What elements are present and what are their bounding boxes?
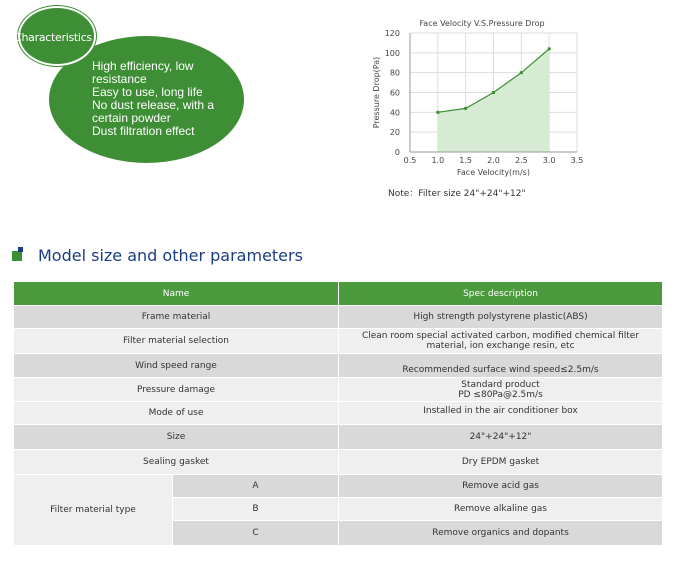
characteristics-title: Characteristics [14, 31, 92, 44]
x-tick-label: 2.0 [487, 156, 500, 165]
y-tick-label: 60 [389, 88, 400, 98]
table-row [14, 354, 663, 378]
x-axis-label: Face Velocity(m/s) [457, 168, 530, 177]
row-name: Sealing gasket [14, 450, 339, 475]
x-tick-label: 2.5 [514, 156, 528, 165]
pressure-drop-chart [355, 12, 595, 202]
filter-size-note: Note：Filter size 24"+24"+12" [388, 189, 526, 199]
table-row [14, 378, 663, 402]
x-tick-label: 0.5 [403, 156, 417, 165]
filter-type-label: A [173, 475, 339, 498]
table-header-name: Name [14, 282, 339, 306]
row-spec: High strength polystyrene plastic(ABS) [339, 306, 663, 329]
table-row [14, 450, 663, 475]
filter-type-label: C [173, 521, 339, 546]
row-spec: Installed in the air conditioner box [339, 402, 663, 425]
filter-type-name: Filter material type [14, 475, 173, 546]
row-spec: 24"+24"+12" [339, 425, 663, 450]
table-row [14, 306, 663, 329]
row-name: Size [14, 425, 339, 450]
filter-type-label: B [173, 498, 339, 521]
row-name: Filter material selection [14, 329, 339, 354]
row-spec: Clean room special activated carbon, modified chemical filter material, ion exchange resin, etc [339, 329, 663, 354]
y-tick-label: 80 [389, 68, 400, 78]
y-tick-label: 0 [394, 148, 400, 157]
y-tick-label: 20 [389, 128, 400, 138]
section-bullet-icon [12, 247, 26, 261]
chart-title: Face Velocity V.S.Pressure Drop [419, 19, 545, 28]
filter-type-spec: Remove alkaline gas [339, 498, 663, 521]
table-row [14, 329, 663, 354]
y-tick-label: 120 [384, 29, 400, 38]
y-axis-label: Pressure Drop(Pa) [372, 56, 381, 129]
data-point [436, 111, 439, 114]
filter-type-spec: Remove acid gas [339, 475, 663, 498]
filter-type-spec: Remove organics and dopants [339, 521, 663, 546]
section-title: Model size and other parameters [38, 246, 303, 265]
row-name: Frame material [14, 306, 339, 329]
table-row [14, 425, 663, 450]
data-point [548, 47, 551, 50]
feature-item: High efficiency, low resistance [92, 59, 194, 86]
x-tick-label: 1.0 [431, 156, 445, 165]
feature-item: Dust filtration effect [92, 124, 195, 138]
table-row [14, 402, 663, 425]
x-tick-label: 3.0 [542, 156, 556, 165]
row-spec-line: PD ≤80Pa@2.5m/s [458, 389, 543, 400]
feature-item: No dust release, with a certain powder [92, 98, 215, 125]
table-row [14, 475, 663, 498]
y-tick-label: 40 [389, 108, 400, 118]
feature-item: Easy to use, long life [92, 85, 203, 99]
data-point [520, 71, 523, 74]
y-tick-label: 100 [384, 48, 400, 58]
chart-svg [355, 12, 595, 202]
row-spec-line: Standard product [461, 379, 540, 390]
feature-list [92, 60, 232, 138]
row-name: Mode of use [14, 402, 339, 425]
row-spec: Recommended surface wind speed≤2.5m/s [339, 354, 663, 378]
data-point [492, 91, 495, 94]
data-point [464, 107, 467, 110]
row-name: Wind speed range [14, 354, 339, 378]
spec-table [13, 281, 663, 546]
row-name: Pressure damage [14, 378, 339, 402]
table-header-spec: Spec description [339, 282, 663, 306]
row-spec [339, 378, 663, 402]
x-tick-label: 3.5 [570, 156, 584, 165]
x-tick-label: 1.5 [459, 156, 473, 165]
row-spec: Dry EPDM gasket [339, 450, 663, 475]
